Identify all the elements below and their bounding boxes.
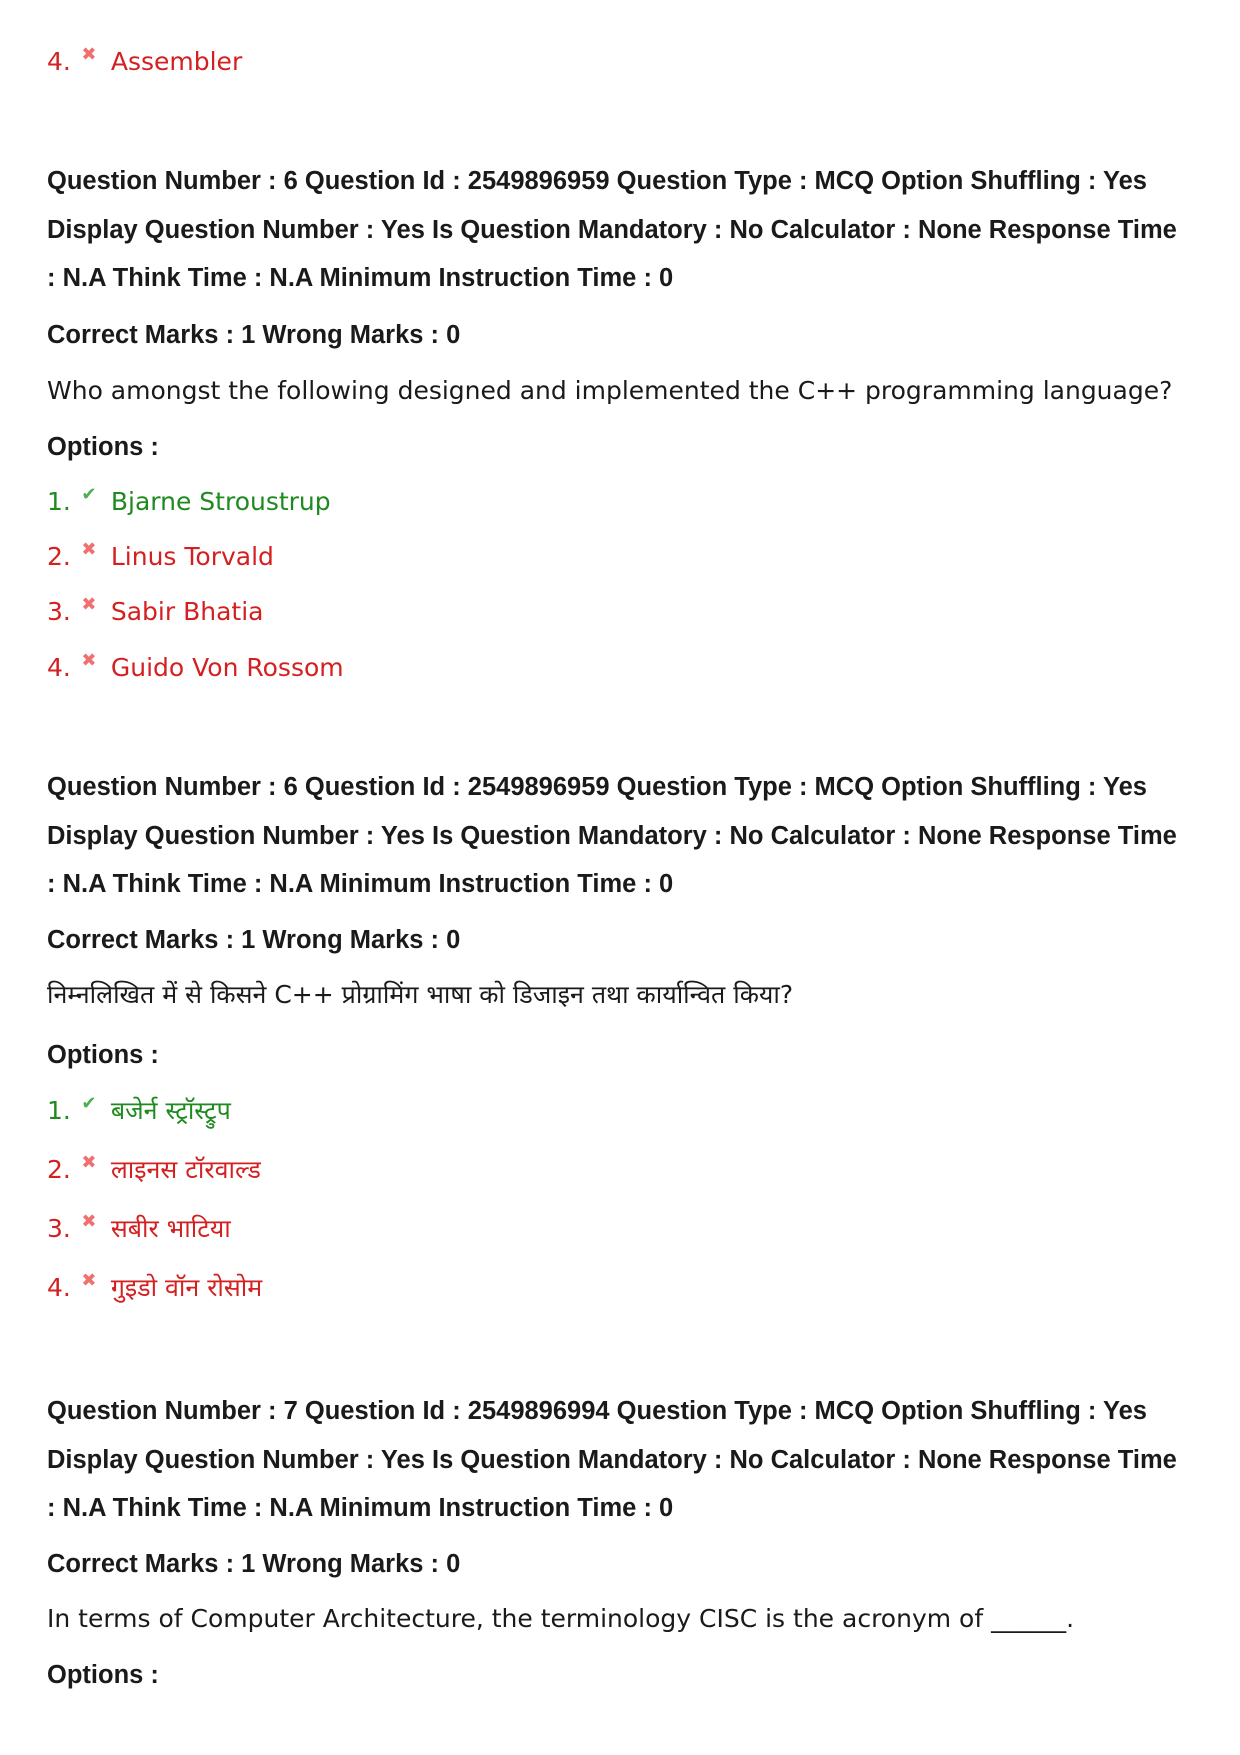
option-4 xyxy=(47,1270,262,1306)
question-meta-line: Display Question Number : Yes Is Question Mandatory : No Calculator : None Response Time xyxy=(47,821,1177,850)
option-number: 3. xyxy=(47,1214,71,1243)
cross-icon: ✖ xyxy=(81,1270,97,1291)
question-text: Who amongst the following designed and implemented the C++ programming language? xyxy=(47,376,1173,405)
options-label: Options : xyxy=(47,433,159,461)
cross-icon: ✖ xyxy=(81,1211,97,1232)
question-meta-line: Display Question Number : Yes Is Question Mandatory : No Calculator : None Response Time xyxy=(47,1445,1177,1474)
option-text: Assembler xyxy=(110,47,243,76)
option-number: 1. xyxy=(47,487,71,516)
option-number: 2. xyxy=(47,542,71,571)
option-number: 1. xyxy=(47,1096,71,1125)
option-number: 4. xyxy=(47,1273,71,1302)
option-1 xyxy=(47,1093,231,1129)
question-text: निम्नलिखित में से किसने C++ प्रोग्रामिंग भाषा को डिजाइन तथा कार्यान्वित किया? xyxy=(47,980,794,1009)
marks-line: Correct Marks : 1 Wrong Marks : 0 xyxy=(47,1550,461,1578)
check-icon: ✔ xyxy=(81,1093,97,1114)
option-number: 3. xyxy=(47,597,71,626)
option-1 xyxy=(47,484,331,520)
option-text: सबीर भाटिया xyxy=(110,1214,231,1243)
question-block-6-en xyxy=(47,157,1207,303)
options-label: Options : xyxy=(47,1661,159,1689)
option-text: Bjarne Stroustrup xyxy=(110,487,331,516)
option-3 xyxy=(47,1211,231,1247)
option-2 xyxy=(47,1152,261,1188)
question-meta-line: : N.A Think Time : N.A Minimum Instruction Time : 0 xyxy=(47,870,674,898)
option-text: बजेर्न स्ट्रॉस्ट्रुप xyxy=(110,1096,231,1125)
cross-icon: ✖ xyxy=(81,1152,97,1173)
option-text: Sabir Bhatia xyxy=(110,597,264,626)
cross-icon: ✖ xyxy=(81,594,97,615)
question-meta-line: Question Number : 6 Question Id : 2549896959 Question Type : MCQ Option Shuffling : Yes xyxy=(47,167,1147,195)
option-number: 4. xyxy=(47,47,71,76)
cross-icon: ✖ xyxy=(81,539,97,560)
cross-icon: ✖ xyxy=(81,650,97,671)
prev-option-4 xyxy=(47,44,242,80)
question-meta-line: : N.A Think Time : N.A Minimum Instruction Time : 0 xyxy=(47,1494,674,1522)
option-number: 4. xyxy=(47,653,71,682)
cross-icon: ✖ xyxy=(81,44,97,65)
marks-line: Correct Marks : 1 Wrong Marks : 0 xyxy=(47,321,461,349)
option-text: Guido Von Rossom xyxy=(110,653,344,682)
option-number: 2. xyxy=(47,1155,71,1184)
option-4 xyxy=(47,650,344,686)
question-block-7 xyxy=(47,1387,1207,1533)
question-meta-line: Question Number : 6 Question Id : 2549896959 Question Type : MCQ Option Shuffling : Yes xyxy=(47,773,1147,801)
question-meta-line: Question Number : 7 Question Id : 2549896994 Question Type : MCQ Option Shuffling : Yes xyxy=(47,1397,1147,1425)
marks-line: Correct Marks : 1 Wrong Marks : 0 xyxy=(47,926,461,954)
question-meta-line: : N.A Think Time : N.A Minimum Instruction Time : 0 xyxy=(47,264,674,292)
question-block-6-hi xyxy=(47,763,1207,909)
option-3 xyxy=(47,594,263,630)
option-2 xyxy=(47,539,274,575)
options-label: Options : xyxy=(47,1041,159,1069)
option-text: लाइनस टॉरवाल्ड xyxy=(110,1155,261,1184)
question-meta-line: Display Question Number : Yes Is Question Mandatory : No Calculator : None Response Time xyxy=(47,215,1177,244)
question-text: In terms of Computer Architecture, the terminology CISC is the acronym of ______. xyxy=(47,1604,1075,1633)
check-icon: ✔ xyxy=(81,484,97,505)
option-text: गुइडो वॉन रोसोम xyxy=(110,1273,263,1302)
option-text: Linus Torvald xyxy=(110,542,274,571)
